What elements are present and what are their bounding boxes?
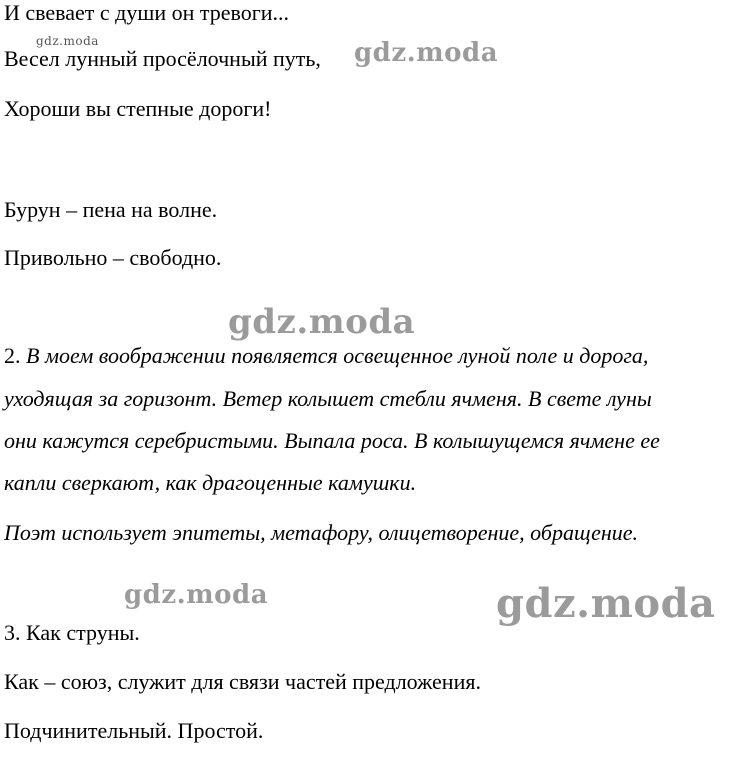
definition-privolno: Привольно – свободно. <box>4 245 222 270</box>
watermark-inline: gdz.moda <box>354 38 499 68</box>
answer-2-line-1 <box>4 343 648 369</box>
poem-line-2-text: Весел лунный просёлочный путь, <box>4 46 321 71</box>
watermark-small: gdz.moda <box>36 34 99 48</box>
answer-2-line-3: они кажутся серебристыми. Выпала роса. В колышущемся ячмене ее <box>4 428 660 453</box>
answer-2-line-4: капли сверкают, как драгоценные камушки. <box>4 470 417 495</box>
answer-2-line-2: уходящая за горизонт. Ветер колышет стебли ячменя. В свете луны <box>4 386 652 411</box>
answer-2-line-1-text: В моем воображении появляется освещенное луной поле и дорога, <box>20 343 649 368</box>
watermark-lower-right: gdz.moda <box>496 580 716 627</box>
poem-line-3: Хороши вы степные дороги! <box>4 96 272 121</box>
watermark-lower-left: gdz.moda <box>124 580 269 610</box>
answer-2-line-5: Поэт использует эпитеты, метафору, олицетворение, обращение. <box>4 520 639 545</box>
answer-2-number: 2. <box>4 343 21 368</box>
answer-3-line-3: Подчинительный. Простой. <box>4 718 264 743</box>
definition-burun: Бурун – пена на волне. <box>4 197 218 222</box>
watermark-center: gdz.moda <box>228 302 416 342</box>
answer-3-line-2: Как – союз, служит для связи частей предложения. <box>4 669 481 694</box>
poem-line-1: И свевает с души он тревоги... <box>4 0 290 25</box>
answer-3-line-1: 3. Как струны. <box>4 620 140 645</box>
poem-line-2 <box>4 46 321 72</box>
